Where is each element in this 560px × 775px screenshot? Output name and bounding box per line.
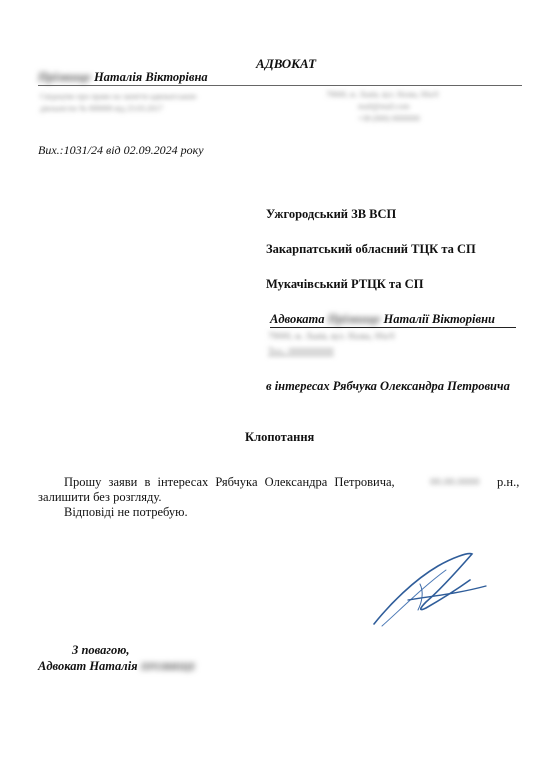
header-name: Наталія Вікторівна (93, 70, 208, 84)
outgoing-number: Вих.:1031/24 від 02.09.2024 року (38, 143, 204, 157)
body-line-3: Відповіді не потребую. (64, 505, 188, 519)
sender-underline (270, 327, 516, 328)
body-line-2: залишити без розгляду. (38, 490, 162, 504)
header-surname-redacted: Прізвище (38, 70, 91, 84)
body-dob-redacted: 00.00.0000 (430, 476, 480, 488)
sender-prefix: Адвоката (270, 312, 325, 326)
header-right-info-3: +38 (000) 0000000 (358, 114, 420, 123)
document-title: Клопотання (245, 430, 315, 444)
header-left-info-2: діяльністю № 000000 від 23.03.2017 (40, 104, 163, 113)
recipient-1: Ужгородський ЗВ ВСП (266, 207, 397, 221)
interest-line: в інтересах Рябчука Олександра Петровича (266, 379, 510, 393)
sender-address-redacted: 79000, м. Львів, вул. Назва, 00а/0 (268, 331, 395, 341)
recipient-2: Закарпатський обласний ТЦК та СП (266, 242, 476, 256)
closing-regards: З повагою, (72, 643, 130, 657)
header-right-info-2: mail@mail.com (358, 102, 410, 111)
closing-signature-line (38, 659, 196, 674)
sender-phone-redacted: Тел.: 0000000000 (268, 346, 334, 356)
body-line-1-start: Прошу заяви в інтересах Рябчука Олександра Петровича, (64, 475, 395, 489)
recipient-3: Мукачівський РТЦК та СП (266, 277, 424, 291)
body-line-1-end: р.н., (497, 475, 520, 489)
closing-sign-surname-redacted: ПРІЗВИЩЕ (140, 662, 196, 673)
header-right-info-1: 79000, м. Львів, вул. Назва, 00а/0 (326, 90, 439, 99)
signature-image (360, 540, 500, 630)
header-title: АДВОКАТ (256, 56, 317, 71)
sender-line (270, 312, 495, 327)
header-left-info-1: Свідоцтво про право на заняття адвокатською (40, 92, 197, 101)
header-divider (38, 85, 522, 86)
header-name-line (38, 70, 208, 85)
sender-name: Наталії Вікторівни (383, 312, 495, 326)
sender-surname-redacted: Прізвище (327, 312, 381, 326)
closing-sign-name: Адвокат Наталія (38, 659, 138, 673)
